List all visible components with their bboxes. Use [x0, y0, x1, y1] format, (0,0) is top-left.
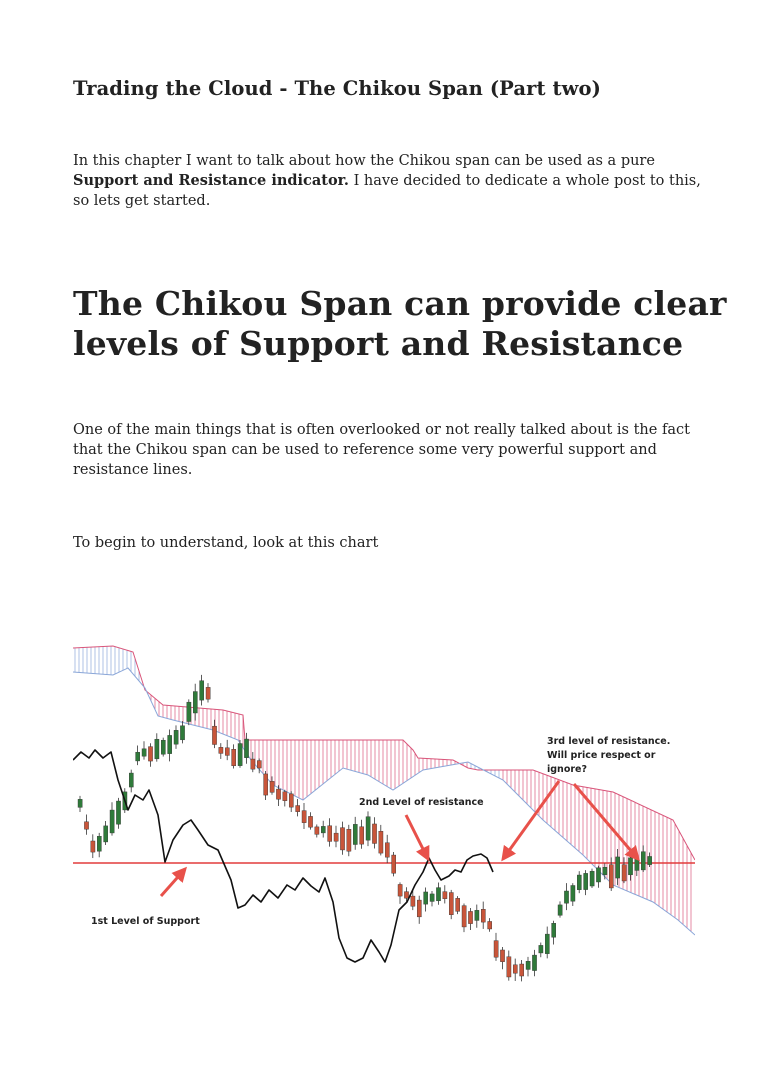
candle-bear — [302, 811, 306, 823]
candle-bear — [91, 841, 95, 852]
candle-bear — [417, 900, 421, 917]
candle-bull — [110, 810, 114, 833]
candle-bear — [347, 829, 351, 851]
candle-bear — [148, 747, 152, 761]
candle-bear — [520, 964, 524, 976]
candle-bear — [404, 892, 408, 899]
candle-bull — [174, 730, 178, 744]
candle-bull — [366, 817, 370, 841]
label-resistance-2: 2nd Level of resistance — [359, 797, 484, 808]
candlesticks — [78, 675, 652, 982]
candle-bull — [558, 905, 562, 915]
candle-bull — [539, 945, 543, 953]
candle-bear — [206, 687, 210, 699]
candle-bear — [212, 726, 216, 744]
candle-bull — [596, 868, 600, 882]
candle-bull — [430, 894, 434, 902]
ichimoku-chart — [73, 640, 695, 985]
candle-bull — [353, 824, 357, 844]
label-support-1: 1st Level of Support — [91, 916, 200, 927]
candle-bear — [385, 843, 389, 857]
intro-paragraph — [73, 151, 713, 211]
candle-bear — [225, 748, 229, 756]
candle-bear — [622, 865, 626, 881]
candle-bear — [488, 921, 492, 929]
candle-bull — [116, 801, 120, 824]
candle-bear — [232, 749, 236, 766]
candle-bear — [411, 896, 415, 906]
candle-bull — [635, 859, 639, 870]
candle-bull — [193, 692, 197, 713]
intro-text-2: I have decided to dedicate a whole post to this, so lets get started. — [73, 173, 701, 209]
candle-bear — [500, 950, 504, 962]
candle-bear — [494, 941, 498, 958]
label-resistance-3-line2: Will price respect or — [547, 750, 656, 761]
candle-bull — [584, 873, 588, 889]
candle-bear — [315, 827, 319, 834]
candle-bull — [436, 888, 440, 901]
candle-bear — [372, 824, 376, 844]
candle-bull — [200, 681, 204, 700]
candle-bull — [475, 910, 479, 920]
label-resistance-3-line3: ignore? — [547, 764, 587, 775]
arrow-support-1 — [161, 869, 185, 896]
candle-bull — [641, 852, 645, 870]
candle-bear — [609, 865, 613, 888]
candle-bull — [161, 740, 165, 754]
section-heading: The Chikou Span can provide clear levels of Support and Resistance — [73, 284, 727, 363]
candle-bull — [577, 875, 581, 890]
candle-bear — [251, 759, 255, 769]
candle-bull — [78, 799, 82, 807]
intro-bold-text: Support and Resistance indicator. — [73, 172, 349, 189]
candle-bear — [283, 792, 287, 801]
candle-bear — [507, 957, 511, 977]
candle-bear — [468, 911, 472, 923]
chart-intro-paragraph: To begin to understand, look at this chart — [73, 535, 379, 551]
candle-bull — [168, 735, 172, 753]
candle-bull — [155, 739, 159, 759]
candle-bull — [238, 744, 242, 766]
candle-bear — [276, 789, 280, 799]
candle-bull — [590, 871, 594, 886]
intro-text-1: In this chapter I want to talk about how the Chikou span can be used as a pure — [73, 153, 655, 169]
candle-bull — [104, 826, 108, 842]
candle-bull — [244, 739, 248, 758]
candle-bull — [180, 726, 184, 740]
candle-bear — [328, 826, 332, 842]
candle-bull — [187, 702, 191, 721]
body-paragraph: One of the main things that is often overlooked or not really talked about is the fact that the Chikou span can be used to reference some very powerful support and resistance lines. — [73, 422, 690, 478]
candle-bear — [219, 747, 223, 753]
arrow-resistance-2 — [406, 815, 428, 859]
candle-bear — [264, 774, 268, 795]
candle-bear — [270, 781, 274, 792]
page-title: Trading the Cloud - The Chikou Span (Part two) — [73, 77, 601, 100]
candle-bull — [648, 856, 652, 864]
candle-bull — [321, 826, 325, 833]
candle-bull — [564, 891, 568, 903]
candle-bear — [481, 909, 485, 922]
candle-bear — [462, 906, 466, 927]
candle-bull — [136, 752, 140, 761]
candle-bear — [449, 893, 453, 915]
candle-bull — [532, 955, 536, 970]
candle-bear — [513, 965, 517, 973]
candle-bull — [142, 749, 146, 756]
candle-bear — [257, 761, 261, 768]
candle-bear — [456, 898, 460, 911]
candle-bull — [628, 858, 632, 875]
candle-bull — [552, 923, 556, 937]
candle-bear — [308, 816, 312, 827]
candle-bear — [379, 831, 383, 853]
candle-bull — [545, 934, 549, 954]
candle-bear — [84, 822, 88, 829]
candle-bear — [360, 827, 364, 844]
candle-bull — [97, 836, 101, 851]
candle-bull — [571, 885, 575, 901]
label-resistance-3-line1: 3rd level of resistance. — [547, 736, 671, 747]
candle-bull — [129, 773, 133, 787]
candle-bear — [443, 892, 447, 899]
candle-bull — [616, 857, 620, 878]
candle-bear — [340, 828, 344, 850]
candle-bear — [289, 794, 293, 807]
candle-bear — [334, 833, 338, 841]
candle-bear — [296, 806, 300, 812]
candle-bull — [526, 961, 530, 969]
candle-bear — [392, 855, 396, 873]
candle-bull — [424, 892, 428, 904]
chart-svg — [73, 640, 695, 985]
candle-bull — [603, 867, 607, 875]
candle-bear — [398, 884, 402, 896]
arrow-resistance-3b — [574, 784, 638, 859]
